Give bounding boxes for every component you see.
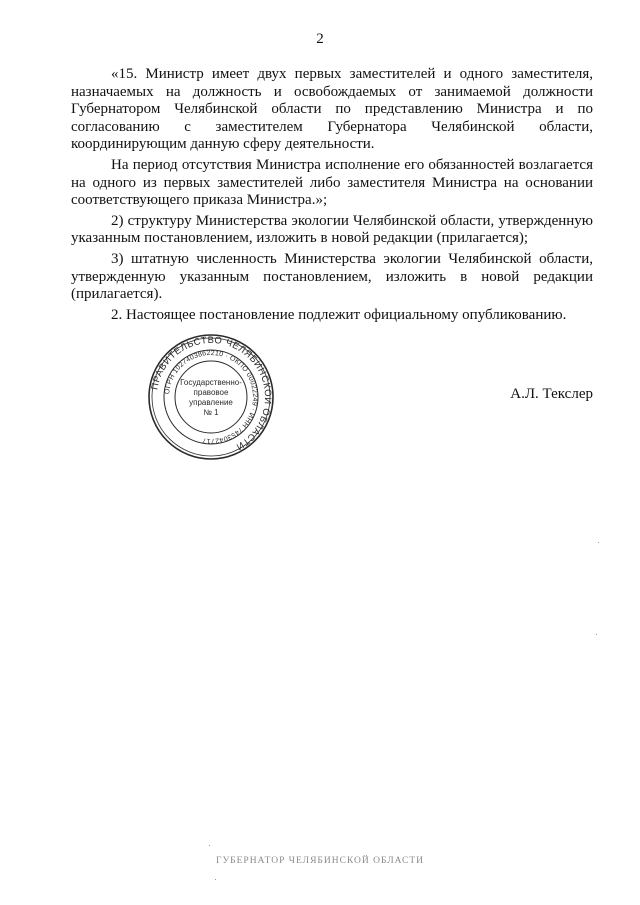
signatory-name: А.Л. Текслер [510,386,593,402]
page-number: 2 [316,31,324,47]
paragraph-publication: 2. Настоящее постановление подлежит официальному опубликованию. [111,306,567,323]
svg-text:правовое: правовое [193,388,229,397]
svg-text:управление: управление [189,398,233,407]
paragraph-staffing: 3) штатную численность Министерства экологии Челябинской области, утвержденную указанным постановлением, изложить в новой редакции (прилагается). [71,250,593,303]
svg-text:ПРАВИТЕЛЬСТВО ЧЕЛЯБИНСКОЙ ОБЛА: ПРАВИТЕЛЬСТВО ЧЕЛЯБИНСКОЙ ОБЛАСТИ [148,333,275,454]
scan-speck [598,542,599,543]
paragraph-clause-15: «15. Министр имеет двух первых заместителей и одного заместителя, назначаемых на должность и освобождаемых от занимаемой должности Губернатором Челябинской области по представлению Министра и по согласованию с заместителем Губернатора Челябинской области, координирующим данную сферу деятельности. [71,66,593,153]
official-seal-stamp [147,333,275,461]
scan-speck [596,634,597,635]
footer-watermark: ГУБЕРНАТОР ЧЕЛЯБИНСКОЙ ОБЛАСТИ [215,856,425,866]
document-body [71,66,593,324]
paragraph-structure: 2) структуру Министерства экологии Челябинской области, утвержденную указанным постановлением, изложить в новой редакции (прилагается); [71,212,593,247]
scan-speck [209,845,210,846]
paragraph-acting-minister: На период отсутствия Министра исполнение его обязанностей возлагается на одного из первых заместителей либо заместителя Министра на основании соответствующего приказа Министра.»; [71,156,593,209]
svg-text:Государственно-: Государственно- [180,378,242,387]
scan-speck [215,879,216,880]
svg-text:№ 1: № 1 [203,408,219,417]
svg-text:ОГРН 1027403862210 · ОКПО 0002: ОГРН 1027403862210 · ОКПО 00022249 · ИНН 7453042717 [164,349,259,445]
